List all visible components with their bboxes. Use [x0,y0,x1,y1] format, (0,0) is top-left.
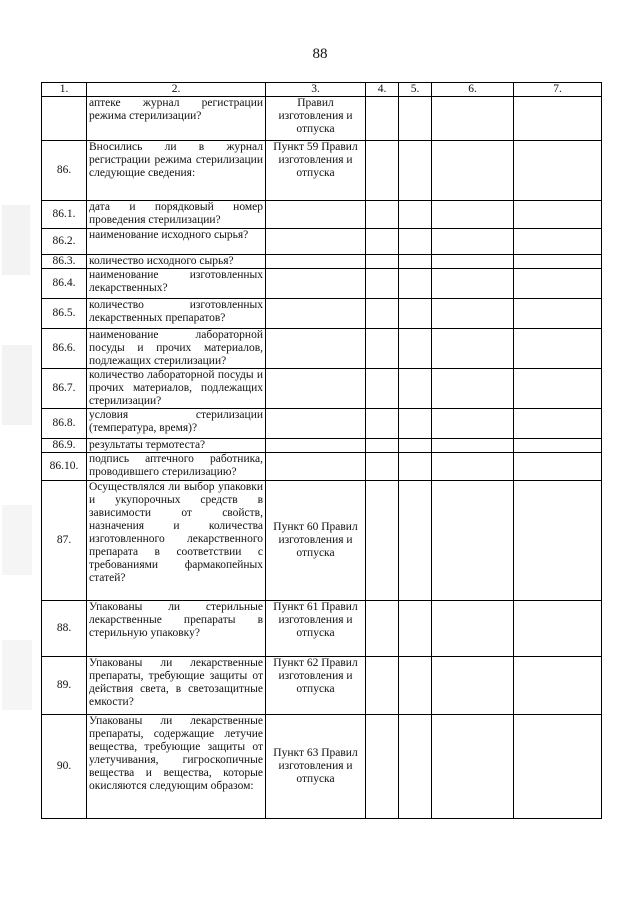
table-row [42,299,602,329]
table-row [42,229,602,255]
answer-cell-col-7[interactable] [514,201,602,229]
answer-cell-col-4[interactable] [366,715,399,819]
answer-cell-col-6[interactable] [432,453,514,481]
answer-cell-col-7[interactable] [514,141,602,201]
question-text: количество изготовленных лекарственных препаратов? [87,299,266,329]
question-text: наименование исходного сырья? [87,229,266,255]
table-row [42,601,602,657]
answer-cell-col-7[interactable] [514,439,602,453]
answer-cell-col-5[interactable] [399,601,432,657]
question-text: Упакованы ли лекарственные препараты, содержащие летучие вещества, требующие защиты от улетучивания, гигроскопичные вещества и вещества, которые окисляются следующим образом: [87,715,266,819]
answer-cell-col-7[interactable] [514,229,602,255]
answer-cell-col-6[interactable] [432,439,514,453]
item-number: 86.3. [42,255,87,269]
legal-reference: Пункт 62 Правил изготовления и отпуска [266,657,366,715]
item-number: 86.5. [42,299,87,329]
answer-cell-col-5[interactable] [399,97,432,141]
answer-cell-col-4[interactable] [366,201,399,229]
answer-cell-col-6[interactable] [432,409,514,439]
answer-cell-col-7[interactable] [514,453,602,481]
item-number: 86.9. [42,439,87,453]
answer-cell-col-4[interactable] [366,299,399,329]
answer-cell-col-6[interactable] [432,97,514,141]
answer-cell-col-4[interactable] [366,97,399,141]
legal-reference [266,299,366,329]
legal-reference [266,453,366,481]
header-col-6: 6. [432,83,514,97]
question-text: количество лабораторной посуды и прочих материалов, подлежащих стерилизации? [87,369,266,409]
table-row [42,657,602,715]
answer-cell-col-5[interactable] [399,229,432,255]
answer-cell-col-6[interactable] [432,269,514,299]
item-number: 86.6. [42,329,87,369]
item-number: 86.10. [42,453,87,481]
answer-cell-col-7[interactable] [514,97,602,141]
answer-cell-col-4[interactable] [366,141,399,201]
answer-cell-col-5[interactable] [399,141,432,201]
table-row [42,715,602,819]
item-number: 86. [42,141,87,201]
answer-cell-col-5[interactable] [399,715,432,819]
scan-artifact [2,640,32,710]
legal-reference [266,269,366,299]
answer-cell-col-7[interactable] [514,269,602,299]
table-row [42,439,602,453]
answer-cell-col-5[interactable] [399,269,432,299]
answer-cell-col-4[interactable] [366,601,399,657]
answer-cell-col-5[interactable] [399,657,432,715]
answer-cell-col-7[interactable] [514,657,602,715]
answer-cell-col-4[interactable] [366,439,399,453]
question-text: аптеке журнал регистрации режима стерилизации? [87,97,266,141]
answer-cell-col-6[interactable] [432,601,514,657]
answer-cell-col-7[interactable] [514,409,602,439]
table-row [42,201,602,229]
table-row [42,255,602,269]
header-col-2: 2. [87,83,266,97]
answer-cell-col-4[interactable] [366,453,399,481]
answer-cell-col-6[interactable] [432,657,514,715]
item-number [42,97,87,141]
page-number: 88 [312,46,328,62]
legal-reference: Пункт 61 Правил изготовления и отпуска [266,601,366,657]
answer-cell-col-4[interactable] [366,329,399,369]
question-text: наименование лабораторной посуды и прочих материалов, подлежащих стерилизации? [87,329,266,369]
item-number: 86.1. [42,201,87,229]
answer-cell-col-4[interactable] [366,657,399,715]
table-row [42,329,602,369]
answer-cell-col-6[interactable] [432,481,514,601]
answer-cell-col-6[interactable] [432,369,514,409]
table-row [42,453,602,481]
answer-cell-col-4[interactable] [366,255,399,269]
answer-cell-col-5[interactable] [399,439,432,453]
table-row [42,141,602,201]
answer-cell-col-5[interactable] [399,255,432,269]
table-row [42,97,602,141]
legal-reference: Правил изготовления и отпуска [266,97,366,141]
legal-reference [266,409,366,439]
answer-cell-col-6[interactable] [432,299,514,329]
answer-cell-col-7[interactable] [514,481,602,601]
question-text: дата и порядковый номер проведения стерилизации? [87,201,266,229]
item-number: 86.2. [42,229,87,255]
answer-cell-col-4[interactable] [366,409,399,439]
answer-cell-col-6[interactable] [432,201,514,229]
answer-cell-col-6[interactable] [432,255,514,269]
answer-cell-col-6[interactable] [432,141,514,201]
table-row [42,269,602,299]
answer-cell-col-5[interactable] [399,299,432,329]
answer-cell-col-4[interactable] [366,229,399,255]
item-number: 90. [42,715,87,819]
answer-cell-col-7[interactable] [514,715,602,819]
answer-cell-col-5[interactable] [399,201,432,229]
item-number: 89. [42,657,87,715]
answer-cell-col-7[interactable] [514,601,602,657]
question-text: подпись аптечного работника, проводившего стерилизацию? [87,453,266,481]
question-text: Осуществлялся ли выбор упаковки и укупорочных средств в зависимости от свойств, назначения и количества изготовленного лекарственного препарата в соответствии с требованиями фармакопейных статей? [87,481,266,601]
answer-cell-col-6[interactable] [432,229,514,255]
question-text: Вносились ли в журнал регистрации режима стерилизации следующие сведения: [87,141,266,201]
table-row [42,369,602,409]
answer-cell-col-5[interactable] [399,369,432,409]
scan-artifact [2,205,30,275]
item-number: 86.7. [42,369,87,409]
answer-cell-col-5[interactable] [399,453,432,481]
legal-reference [266,329,366,369]
answer-cell-col-5[interactable] [399,409,432,439]
legal-reference: Пункт 63 Правил изготовления и отпуска [266,715,366,819]
item-number: 87. [42,481,87,601]
legal-reference: Пункт 60 Правил изготовления и отпуска [266,481,366,601]
answer-cell-col-7[interactable] [514,299,602,329]
item-number: 88. [42,601,87,657]
answer-cell-col-6[interactable] [432,329,514,369]
table-row [42,481,602,601]
header-col-4: 4. [366,83,399,97]
scan-artifact [2,345,32,425]
header-col-1: 1. [42,83,87,97]
answer-cell-col-4[interactable] [366,369,399,409]
header-col-7: 7. [514,83,602,97]
header-col-3: 3. [266,83,366,97]
table-row [42,409,602,439]
question-text: условия стерилизации (температура, время)? [87,409,266,439]
item-number: 86.8. [42,409,87,439]
question-text: наименование изготовленных лекарственных? [87,269,266,299]
answer-cell-col-7[interactable] [514,369,602,409]
checklist-table [41,82,602,819]
legal-reference: Пункт 59 Правил изготовления и отпуска [266,141,366,201]
header-col-5: 5. [399,83,432,97]
question-text: Упакованы ли стерильные лекарственные препараты в стерильную упаковку? [87,601,266,657]
legal-reference [266,439,366,453]
question-text: Упакованы ли лекарственные препараты, требующие защиты от действия света, в светозащитные емкости? [87,657,266,715]
answer-cell-col-6[interactable] [432,715,514,819]
item-number: 86.4. [42,269,87,299]
legal-reference [266,201,366,229]
answer-cell-col-5[interactable] [399,329,432,369]
legal-reference [266,369,366,409]
scan-artifact [2,505,32,575]
header-row [42,83,602,97]
answer-cell-col-4[interactable] [366,269,399,299]
answer-cell-col-5[interactable] [399,481,432,601]
question-text: количество исходного сырья? [87,255,266,269]
answer-cell-col-7[interactable] [514,255,602,269]
answer-cell-col-4[interactable] [366,481,399,601]
legal-reference [266,255,366,269]
answer-cell-col-7[interactable] [514,329,602,369]
question-text: результаты термотеста? [87,439,266,453]
legal-reference [266,229,366,255]
